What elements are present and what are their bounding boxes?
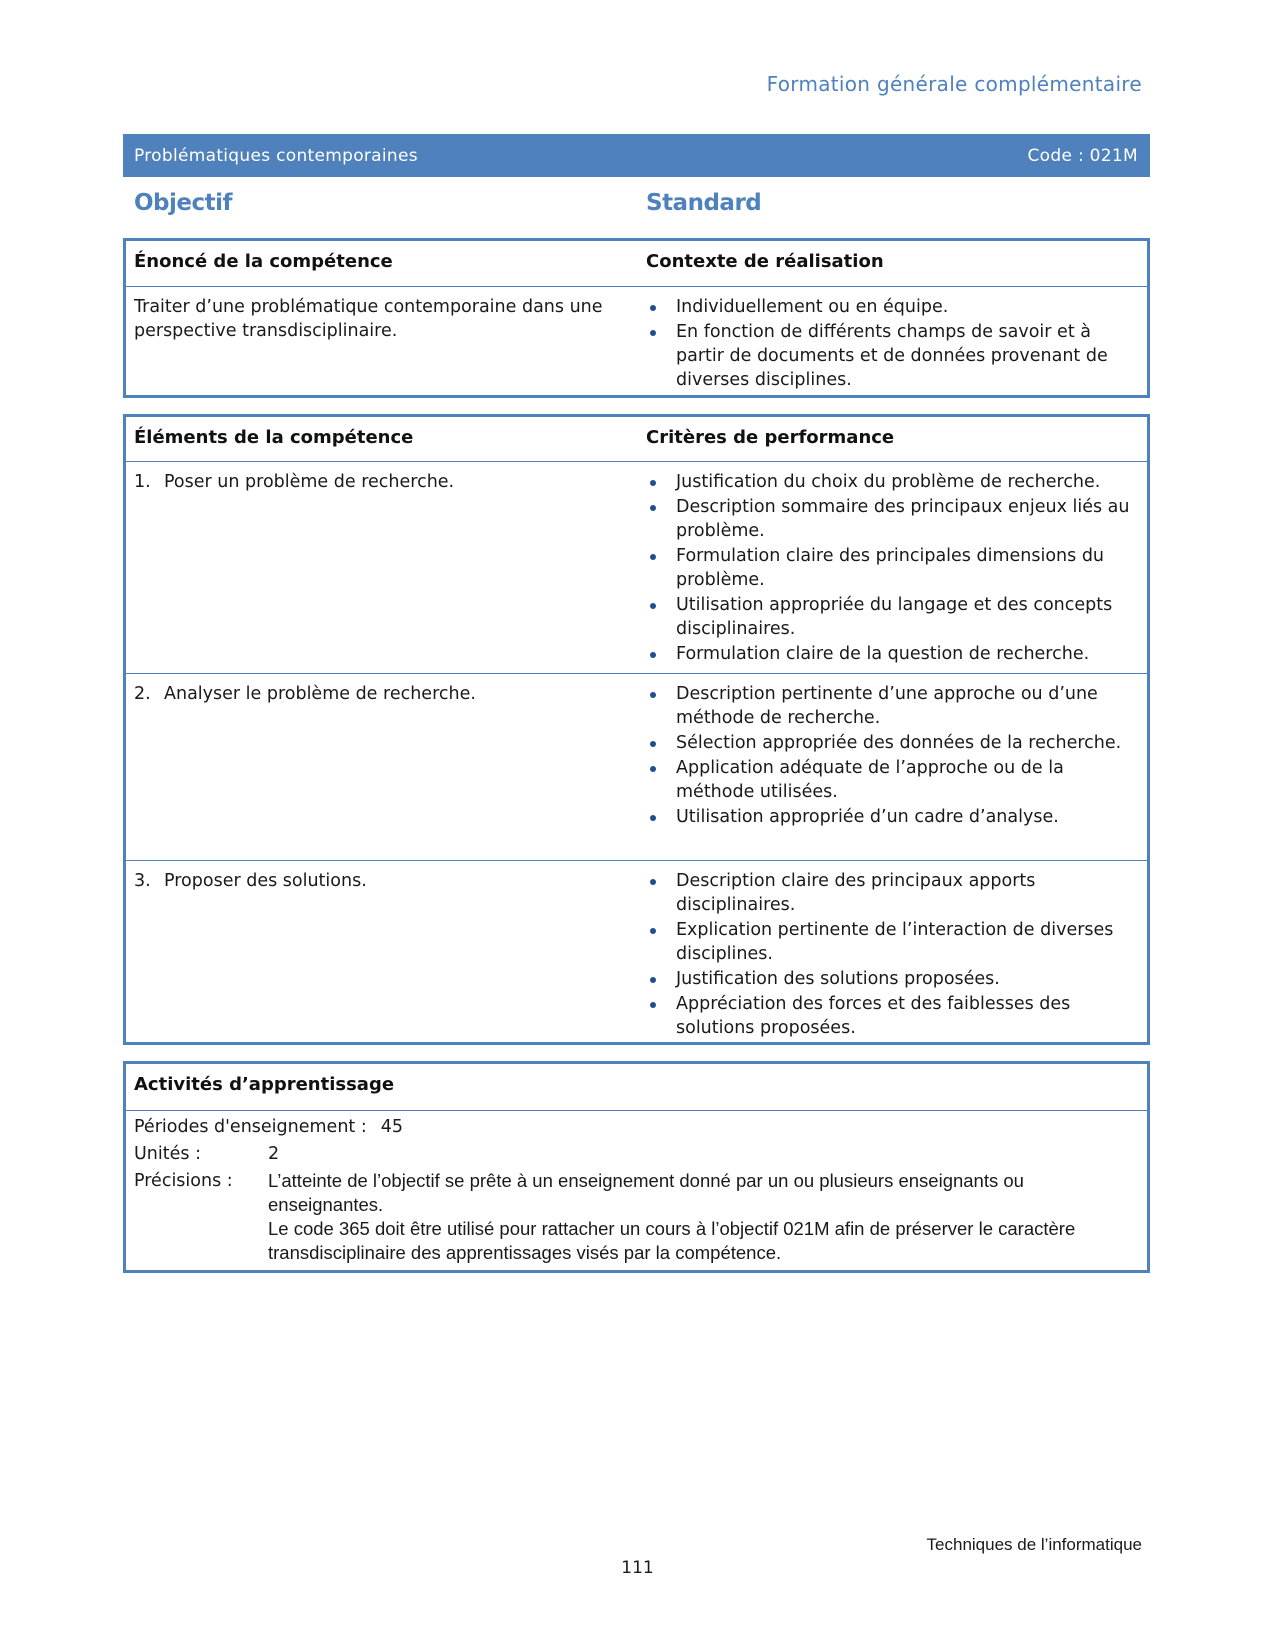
units-line [134, 1142, 1139, 1166]
list-item: Description sommaire des principaux enjeux liés au problème. [646, 495, 1139, 543]
bullet-icon [650, 766, 656, 772]
section-objectif: Objectif [134, 190, 233, 216]
list-item: Sélection appropriée des données de la recherche. [646, 731, 1139, 755]
page-header-title: Formation générale complémentaire [766, 72, 1142, 96]
list-item: Justification du choix du problème de recherche. [646, 470, 1139, 494]
periods-line [134, 1115, 1139, 1139]
elements-header-row [126, 417, 1147, 462]
periods-value: 45 [380, 1117, 404, 1137]
bullet-icon [650, 305, 656, 311]
competence-table [123, 238, 1150, 398]
periods-label: Périodes d'enseignement : [134, 1117, 367, 1137]
list-item: Formulation claire de la question de recherche. [646, 642, 1139, 666]
bullet-icon [650, 879, 656, 885]
list-item: Justification des solutions proposées. [646, 967, 1139, 991]
bullet-icon [650, 652, 656, 658]
details-text-1: L’atteinte de l’objectif se prête à un enseignement donné par un ou plusieurs enseignants ou enseignantes. [268, 1170, 1024, 1215]
bullet-icon [650, 505, 656, 511]
list-item: Explication pertinente de l’interaction de diverses disciplines. [646, 918, 1139, 966]
list-item: Individuellement ou en équipe. [646, 295, 1139, 319]
bullet-icon [650, 330, 656, 336]
table-row: 3. Proposer des solutions. Description claire des principaux apports disciplinaires. Explication pertinente de l’interaction de diverses disciplines. Justification des solutions proposées. Appréciation des forces et des faiblesses des solutions proposées. [126, 861, 1147, 1047]
elements-header: Éléments de la compétence [134, 427, 414, 448]
list-item: Description pertinente d’une approche ou d’une méthode de recherche. [646, 682, 1139, 730]
activities-header-row [126, 1064, 1147, 1111]
criteria-list [646, 470, 1139, 666]
context-list [646, 295, 1139, 392]
bullet-icon [650, 554, 656, 560]
units-label: Unités : [134, 1144, 201, 1164]
bullet-icon [650, 603, 656, 609]
course-banner [123, 134, 1150, 177]
criteria-list [646, 869, 1139, 1040]
bullet-icon [650, 977, 656, 983]
bullet-icon [650, 1002, 656, 1008]
list-item: Description claire des principaux apports disciplinaires. [646, 869, 1139, 917]
list-item: Formulation claire des principales dimensions du problème. [646, 544, 1139, 592]
context-header: Contexte de réalisation [646, 251, 884, 272]
competence-body-row [126, 287, 1147, 399]
page-number: 111 [621, 1558, 654, 1578]
element-label: Proposer des solutions. [164, 871, 367, 891]
table-row: 1. Poser un problème de recherche. Justification du choix du problème de recherche. Description sommaire des principaux enjeux liés au problème. Formulation claire des principales dimensions du problème. Utilisation appropriée du langage et des concepts disciplinaires. Formulation claire de la question de recherche. [126, 462, 1147, 674]
list-item: Utilisation appropriée d’un cadre d’analyse. [646, 805, 1139, 829]
table-row: 2. Analyser le problème de recherche. Description pertinente d’une approche ou d’une méthode de recherche. Sélection appropriée des données de la recherche. Application adéquate de l’approche ou de la méthode utilisées. Utilisation appropriée d’un cadre d’analyse. [126, 674, 1147, 861]
details-line [134, 1169, 1139, 1265]
details-text-2: Le code 365 doit être utilisé pour rattacher un cours à l’objectif 021M afin de préserver le caractère transdisciplinaire des apprentissages visés par la compétence. [268, 1218, 1076, 1263]
course-code: Code : 021M [1027, 145, 1138, 166]
criteria-list [646, 682, 1139, 829]
statement-header: Énoncé de la compétence [134, 251, 393, 272]
activities-body [126, 1111, 1147, 1271]
bullet-icon [650, 928, 656, 934]
bullet-icon [650, 480, 656, 486]
bullet-icon [650, 692, 656, 698]
list-item: Application adéquate de l’approche ou de la méthode utilisées. [646, 756, 1139, 804]
element-label: Poser un problème de recherche. [164, 472, 455, 492]
elements-table [123, 414, 1150, 1045]
competence-header-row [126, 241, 1147, 287]
list-item: En fonction de différents champs de savoir et à partir de documents et de données provenant de diverses disciplines. [646, 320, 1139, 392]
activities-header: Activités d’apprentissage [134, 1074, 395, 1095]
list-item: Utilisation appropriée du langage et des concepts disciplinaires. [646, 593, 1139, 641]
element-label: Analyser le problème de recherche. [164, 684, 476, 704]
section-standard: Standard [646, 190, 762, 216]
list-item: Appréciation des forces et des faiblesses des solutions proposées. [646, 992, 1139, 1040]
bullet-icon [650, 741, 656, 747]
bullet-icon [650, 815, 656, 821]
competence-statement: Traiter d’une problématique contemporaine dans une perspective transdisciplinaire. [134, 297, 603, 341]
details-label: Précisions : [134, 1171, 233, 1191]
course-title: Problématiques contemporaines [134, 145, 418, 166]
units-value: 2 [268, 1144, 280, 1164]
criteria-header: Critères de performance [646, 427, 895, 448]
footer-program: Techniques de l’informatique [926, 1535, 1142, 1554]
activities-table [123, 1061, 1150, 1273]
